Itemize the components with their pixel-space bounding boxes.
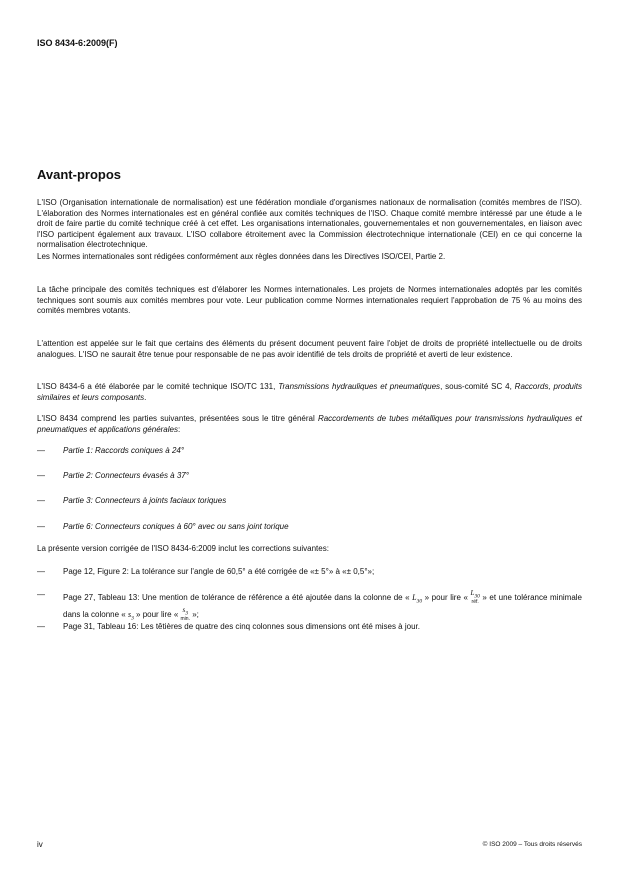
list-item — [37, 567, 582, 578]
text: Partie 6: Connecteurs coniques à 60° avec ou sans joint torique — [63, 522, 289, 531]
text: L'ISO 8434-6 a été élaborée par le comité technique ISO/TC 131, — [37, 382, 279, 391]
document-header: ISO 8434-6:2009(F) — [37, 38, 118, 48]
dash: — — [37, 590, 45, 599]
paragraph — [37, 414, 582, 435]
text: Page 27, Tableau 13: Une mention de tolérance de référence a été ajoutée dans la colonne de « — [63, 592, 413, 602]
paragraph — [37, 382, 582, 403]
text: Partie 1: Raccords coniques à 24° — [63, 446, 185, 455]
paragraph: L'ISO (Organisation internationale de normalisation) est une fédération mondiale d'organismes nationaux de normalisation (comités membres de l'ISO). L'élaboration des Normes internationales est en général confiée aux comités techniques de l'ISO. Chaque comité membre intéressé par une étude a le droit de faire partie du comité technique créé à cet effet. Les organisations internationales, gouvernementales et non gouvernementales, en liaison avec l'ISO participent également aux travaux. L'ISO collabore étroitement avec la Commission électrotechnique internationale (CEI) en ce qui concerne la normalisation électrotechnique. — [37, 198, 582, 250]
text: s — [127, 609, 132, 619]
copyright: © ISO 2009 – Tous droits réservés — [482, 841, 582, 848]
list-item — [37, 622, 582, 633]
text: » et une tolérance minimale dans la colonne « — [63, 592, 583, 619]
text: 3 — [185, 610, 188, 617]
text: Transmissions hydrauliques et pneumatiques — [278, 382, 441, 391]
text: Partie 2: Connecteurs évasés à 37° — [63, 471, 189, 480]
dash: — — [37, 446, 45, 455]
text: : — [177, 424, 181, 434]
math — [181, 607, 190, 622]
math — [412, 592, 423, 605]
text: réf. — [471, 599, 479, 606]
text: Page 31, Tableau 16: Les têtières de quatre des cinq colonnes sous dimensions ont été mises à jour. — [63, 622, 420, 631]
text: min. — [180, 616, 190, 623]
paragraph: La présente version corrigée de l'ISO 8434-6:2009 inclut les corrections suivantes: — [37, 544, 329, 553]
paragraph: Les Normes internationales sont rédigées conformément aux règles données dans les Directives ISO/CEI, Partie 2. — [37, 252, 446, 261]
math — [470, 590, 479, 605]
list-item — [37, 471, 582, 482]
text: , sous-comité SC 4, — [440, 382, 515, 391]
text: L'ISO 8434 comprend les parties suivantes, présentées sous le titre général — [37, 414, 318, 423]
text: L — [412, 592, 417, 602]
text: L — [470, 589, 475, 597]
dash: — — [37, 471, 45, 480]
text: Partie 3: Connecteurs à joints faciaux toriques — [63, 496, 227, 505]
dash: — — [37, 567, 45, 576]
page-number: iv — [37, 840, 43, 849]
text: » pour lire « — [133, 609, 181, 619]
text: 3 — [131, 615, 134, 622]
dash: — — [37, 522, 45, 531]
paragraph: La tâche principale des comités techniques est d'élaborer les Normes internationales. Les projets de Normes internationales adoptés par les comités techniques sont soumis aux comités membres pour vote. Leur publication comme Normes internationales requiert l'approbation de 75 % au moins des comités membres votants. — [37, 285, 582, 316]
paragraph: L'attention est appelée sur le fait que certains des éléments du présent document peuvent faire l'objet de droits de propriété intellectuelle ou de droits analogues. L'ISO ne saurait être tenue pour responsable de ne pas avoir identifié de tels droits de propriété et averti de leur existence. — [37, 339, 582, 359]
text: » pour lire « — [422, 592, 471, 602]
text: »; — [189, 609, 199, 619]
text: 30 — [474, 593, 480, 600]
text: s — [182, 606, 186, 614]
text — [63, 590, 582, 624]
list-item — [37, 590, 582, 624]
list-item — [37, 446, 582, 457]
dash: — — [37, 622, 45, 631]
text: . — [144, 392, 147, 402]
section-title: Avant-propos — [37, 167, 122, 182]
text: Page 12, Figure 2: La tolérance sur l'angle de 60,5° a été corrigée de «± 5°» à «± 0,5°»; — [63, 567, 375, 576]
dash: — — [37, 496, 45, 505]
text: 30 — [416, 598, 423, 605]
text: Raccords, produits similaires et leurs composants — [37, 382, 583, 402]
list-item — [37, 522, 582, 533]
text: Raccordements de tubes métalliques pour transmissions hydrauliques et pneumatiques et applications générales — [37, 414, 582, 434]
list-item — [37, 496, 582, 507]
